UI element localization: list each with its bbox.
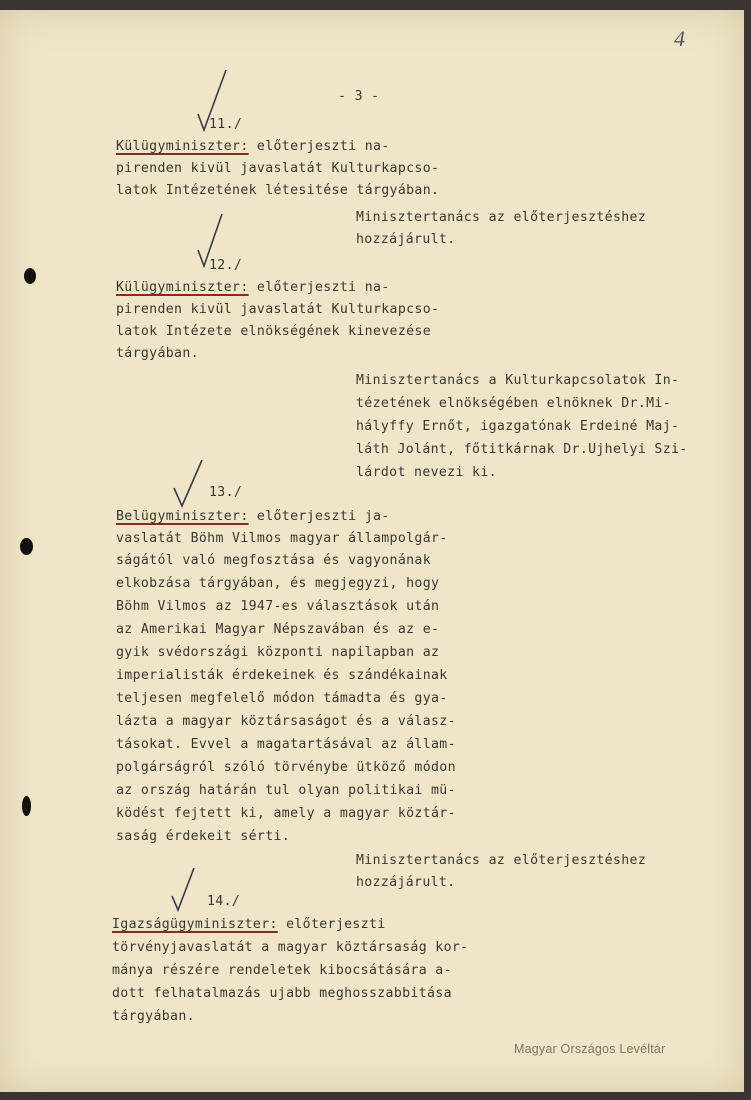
item-line: Külügyminiszter: előterjeszti na- [116, 280, 390, 295]
item-line: Igazságügyminiszter: előterjeszti [112, 917, 386, 932]
decision-line: tézetének elnökségében elnöknek Dr.Mi- [356, 396, 672, 411]
item-line: dott felhatalmazás ujabb meghosszabbitása [112, 986, 452, 1001]
item-line: az Amerikai Magyar Népszavában és az e- [116, 622, 440, 637]
minister-name: Belügyminiszter: [116, 509, 249, 524]
item-line: imperialisták érdekeinek és szándékainak [116, 668, 448, 683]
item-line: tásokat. Evvel a magatartásával az állam- [116, 737, 456, 752]
item-line: az ország határán tul olyan politikai mü- [116, 783, 456, 798]
margin-page-note: 4 [674, 26, 685, 51]
item-line: latok Intézetének létesitése tárgyában. [116, 183, 440, 198]
item-line: lázta a magyar köztársaságot és a válasz- [116, 714, 456, 729]
item-line: teljesen megfelelő módon támadta és gya- [116, 691, 448, 706]
item-number: 11./ [209, 117, 243, 132]
archive-stamp: Magyar Országos Levéltár [514, 1042, 666, 1056]
item-line: tárgyában. [116, 346, 199, 361]
punch-hole [22, 796, 31, 816]
decision-line: hozzájárult. [356, 875, 456, 890]
item-line: Külügyminiszter: előterjeszti na- [116, 139, 390, 154]
item-line: Böhm Vilmos az 1947-es választások után [116, 599, 440, 614]
item-line: mánya részére rendeletek kibocsátására a- [112, 963, 452, 978]
item-line: pirenden kivül javaslatát Kulturkapcso- [116, 302, 440, 317]
decision-line: hályffy Ernőt, igazgatónak Erdeiné Maj- [356, 419, 680, 434]
item-line: Belügyminiszter: előterjeszti ja- [116, 509, 390, 524]
item-number: 13./ [209, 485, 243, 500]
item-line: tárgyában. [112, 1009, 195, 1024]
item-line: gyik svédországi központi napilapban az [116, 645, 440, 660]
item-line: ságától való megfosztása és vagyonának [116, 553, 432, 568]
item-line: törvényjavaslatát a magyar köztársaság kor- [112, 940, 469, 955]
decision-line: láth Jolánt, főtitkárnak Dr.Ujhelyi Szi- [356, 442, 688, 457]
item-line: pirenden kivül javaslatát Kulturkapcso- [116, 161, 440, 176]
item-line: saság érdekeit sérti. [116, 829, 291, 844]
decision-line: hozzájárult. [356, 232, 456, 247]
item-number: 14./ [207, 894, 241, 909]
punch-hole [24, 268, 36, 284]
page-number: - 3 - [338, 89, 380, 104]
punch-hole [20, 538, 33, 555]
item-line: polgárságról szóló törvénybe ütköző módon [116, 760, 456, 775]
minister-name: Külügyminiszter: [116, 280, 249, 295]
item-line: vaslatát Böhm Vilmos magyar állampolgár- [116, 531, 448, 546]
check-mark-icon [172, 458, 212, 510]
decision-line: Minisztertanács az előterjesztéshez [356, 210, 647, 225]
check-mark-icon [170, 866, 206, 916]
item-line: latok Intézete elnökségének kinevezése [116, 324, 432, 339]
decision-line: Minisztertanács a Kulturkapcsolatok In- [356, 373, 680, 388]
decision-line: Minisztertanács az előterjesztéshez [356, 853, 647, 868]
item-line: elkobzása tárgyában, és megjegyzi, hogy [116, 576, 440, 591]
item-line: ködést fejtett ki, amely a magyar köztár- [116, 806, 456, 821]
decision-line: lárdot nevezi ki. [356, 465, 497, 480]
item-number: 12./ [209, 258, 243, 273]
minister-name: Külügyminiszter: [116, 139, 249, 154]
minister-name: Igazságügyminiszter: [112, 917, 278, 932]
